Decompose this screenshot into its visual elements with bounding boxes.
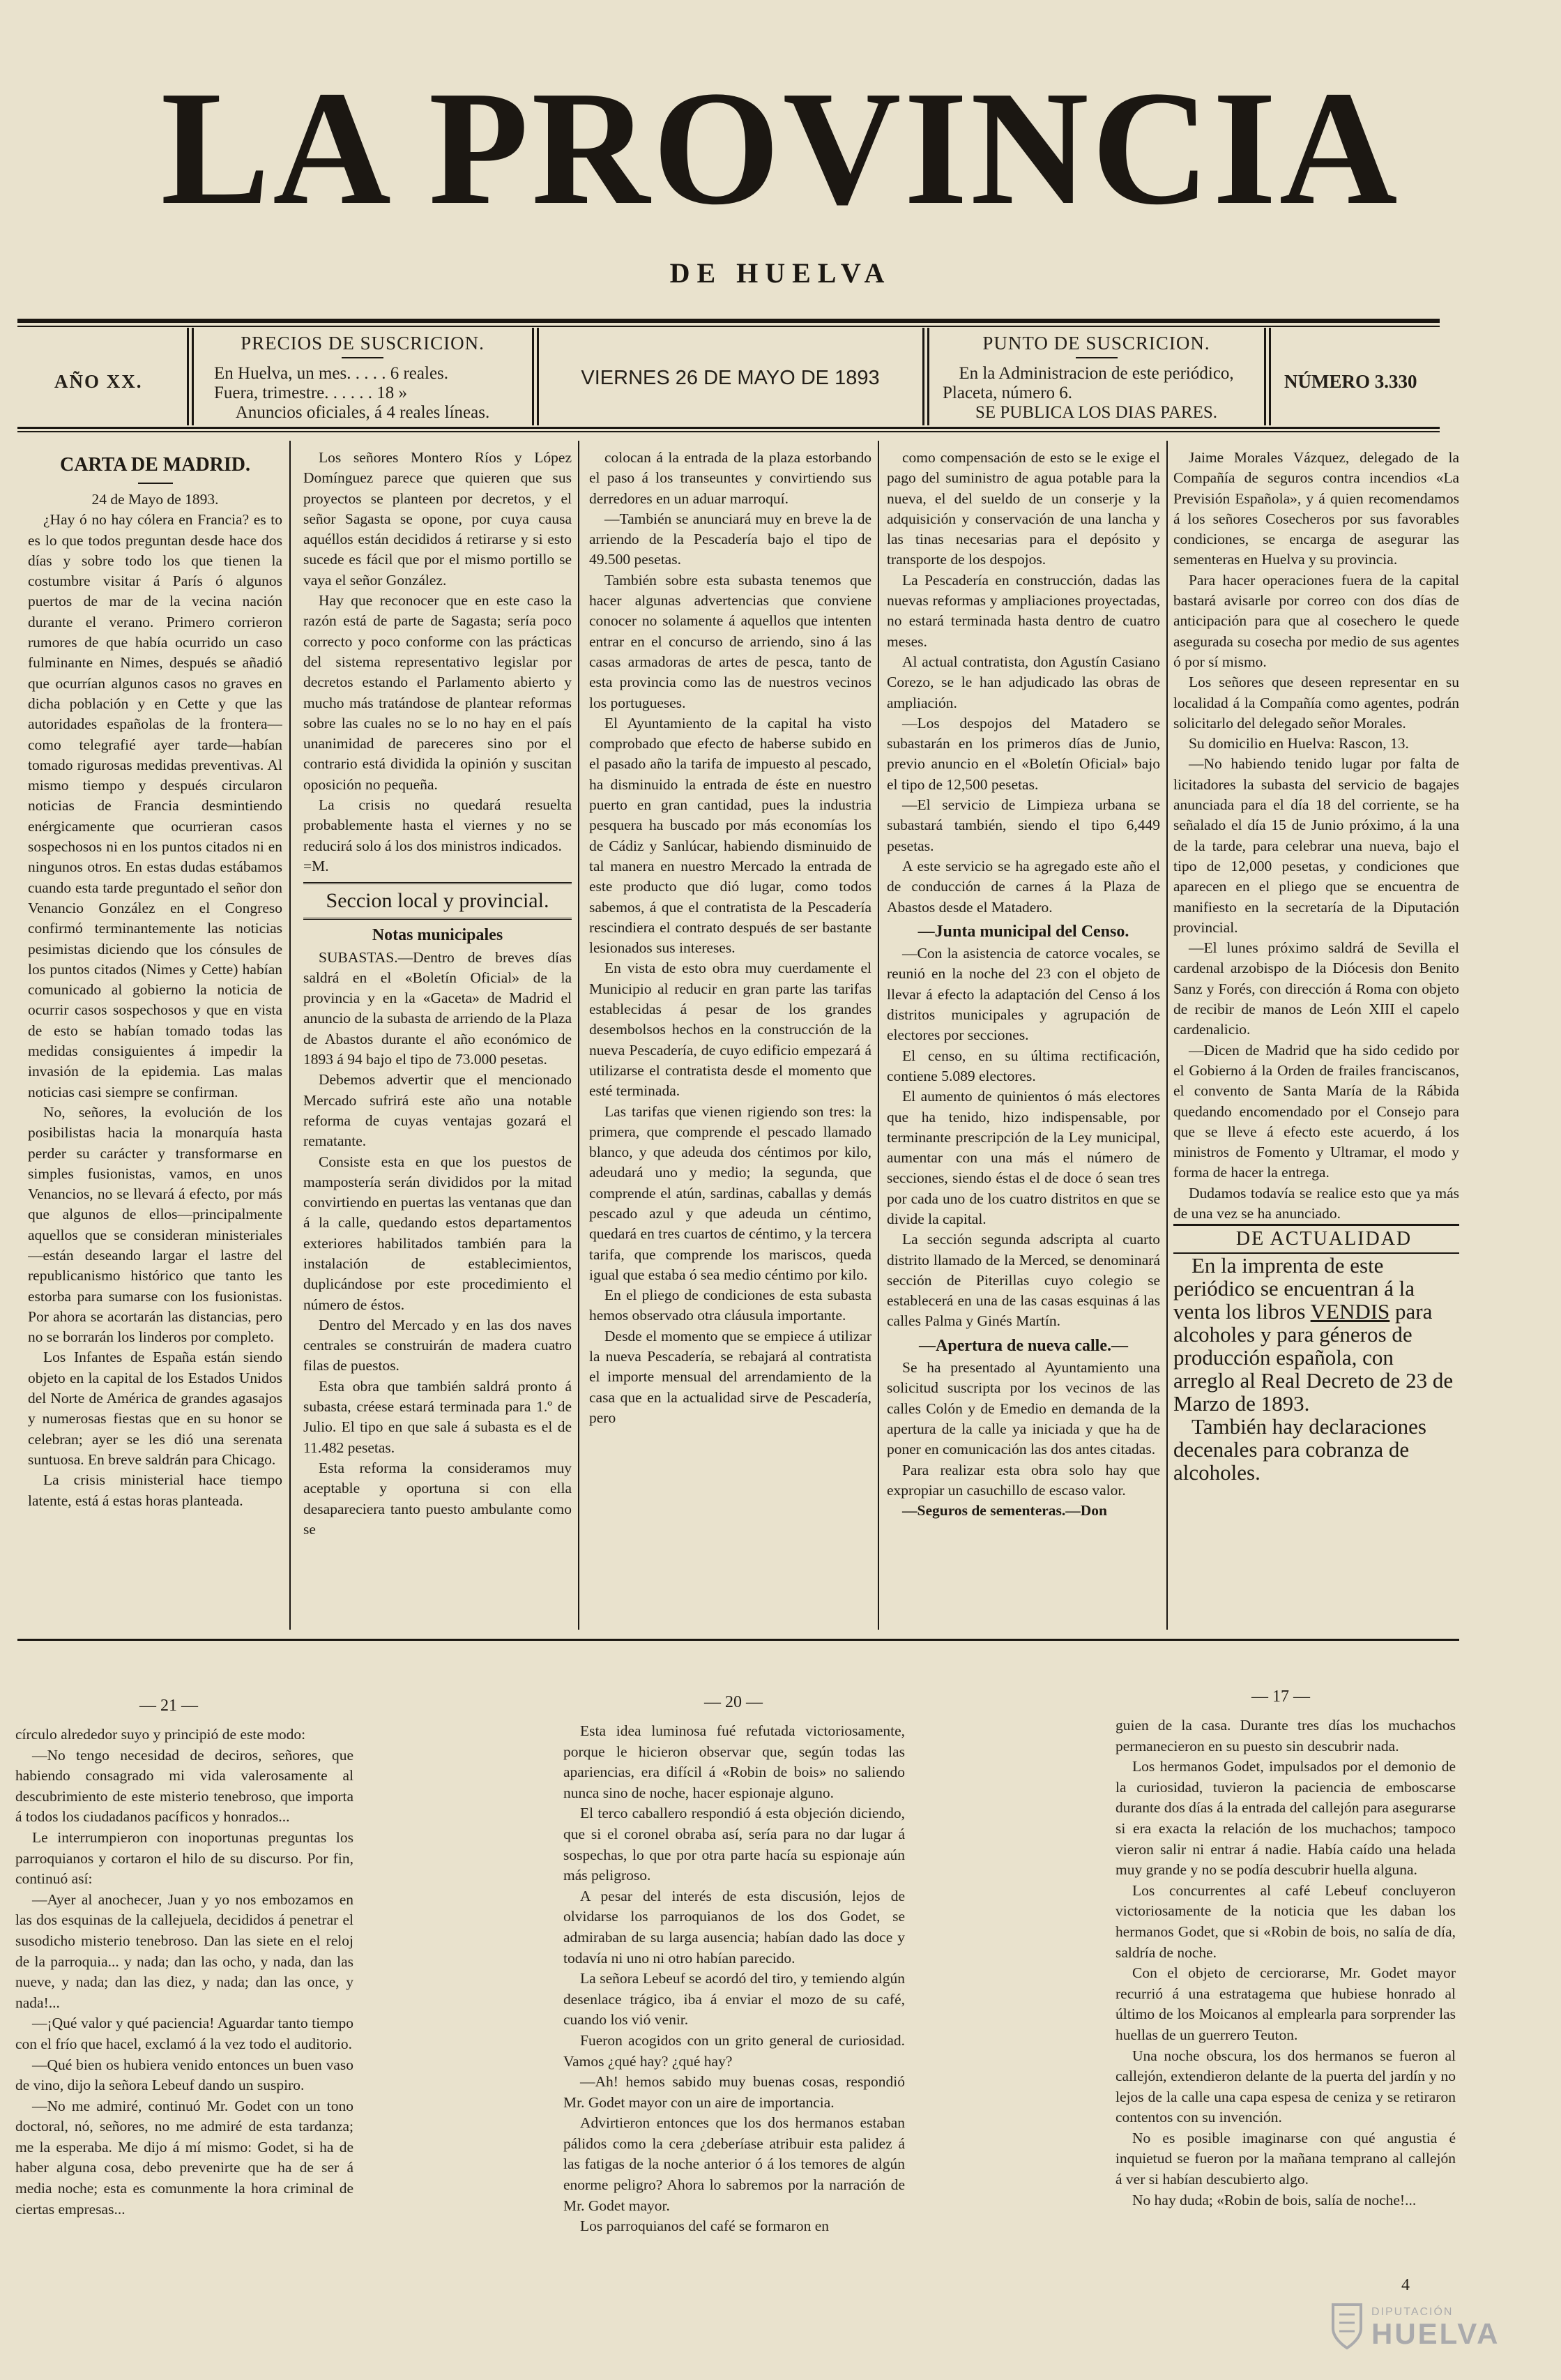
column-separator xyxy=(578,441,579,1630)
info-separator xyxy=(192,328,194,425)
article-column-2 xyxy=(303,448,572,1630)
calle-heading: —Apertura de nueva calle.— xyxy=(919,1336,1128,1355)
info-bar-top-rule-thin xyxy=(17,326,1440,327)
column-separator xyxy=(878,441,879,1630)
actualidad-paragraph: También hay declaraciones decenales para cobranza de alcoholes. xyxy=(1173,1413,1426,1485)
paragraph: El censo, en su última rectificación, contiene 5.089 electores. xyxy=(887,1047,1160,1084)
subscription-title: PRECIOS DE SUSCRICION. xyxy=(241,333,485,354)
subscription-title-rule xyxy=(342,357,383,358)
section-heading: Seccion local y provincial. xyxy=(303,882,572,920)
folletin-page-number: — 17 — xyxy=(1251,1688,1310,1706)
article-column-3 xyxy=(589,448,871,1630)
info-separator xyxy=(922,328,924,425)
paragraph: como compensación de esto se le exige el pago del suministro de agua potable para la nueva, el del sueldo de un conserje y la adquisición y conservación de una lancha y las tinas necesarias para el depósito y transporte de los despojos. xyxy=(887,449,1160,568)
paragraph: Los señores Montero Ríos y López Domínguez parece que quieren que sus proyectos se planteen por decretos, y el señor Sagasta se opone, por cuya causa aquéllos están decididos á retirarse y si esto sucede es fácil que por el mismo portillo se vaya el señor González. xyxy=(303,449,572,589)
watermark-text xyxy=(1371,2306,1500,2349)
point-title-rule xyxy=(1076,357,1118,358)
folletin-column-middle xyxy=(563,1721,905,2286)
actualidad-text: En la imprenta de este periódico se encuentran á la venta los libros xyxy=(1173,1252,1415,1324)
folletin-paragraph: No es posible imaginarse con qué angustia é inquietud se fueron por la mañana temprano al callejón á ver si habían descubierto algo. xyxy=(1115,2129,1456,2188)
folletin-paragraph: Los parroquianos del café se formaron en xyxy=(580,2218,829,2235)
paragraph: La crisis no quedará resuelta probablemente hasta el viernes y no se reducirá solo á los dos ministros indicados. xyxy=(303,796,572,854)
paragraph: Debemos advertir que el mencionado Mercado sufrirá este año una notable reforma de cuyas ventajas gozará el rematante. xyxy=(303,1071,572,1150)
folletin-paragraph: Fueron acogidos con un grito general de curiosidad. Vamos ¿qué hay? ¿qué hay? xyxy=(563,2031,905,2070)
folletin-paragraph: —No me admiré, continuó Mr. Godet con un tono doctoral, nó, señores, no me admiré de esta tardanza; me la esperaba. Me dijo á mí mismo: Godet, si ha de haber alguna cosa, debo prevenirte que ha de ser á media noche; esta es comunmente la hora criminal de ciertas empresas... xyxy=(15,2097,353,2218)
folletin-column-right xyxy=(1115,1715,1456,2266)
censo-heading: —Junta municipal del Censo. xyxy=(917,922,1129,941)
shield-icon xyxy=(1330,2302,1364,2351)
article-column-1 xyxy=(28,448,282,1630)
paragraph: Esta reforma la consideramos muy aceptable y oportuna si con ella desapareciera tanto puesto ambulante como se xyxy=(303,1459,572,1538)
point-title: PUNTO DE SUSCRICION. xyxy=(982,333,1210,354)
info-separator xyxy=(927,328,929,425)
column-separator xyxy=(1166,441,1168,1630)
paragraph: SUBASTAS.—Dentro de breves días saldrá en el «Boletín Oficial» de la provincia y en la «Gaceta» de Madrid el anuncio de la subasta de arriendo de la Plaza de Abastos durante el año económico de 1893 á 94 bajo el tipo de 73.000 pesetas. xyxy=(303,948,572,1068)
paragraph: —No habiendo tenido lugar por falta de licitadores la subasta del servicio de bagajes anunciada para el día 18 del corriente, se ha señalado el día 15 de Junio próximo, á la una de la tarde, para celebrar una nueva, bajo el tipo de 12,000 pesetas, y condiciones que aparecen en el pliego que se encuentra de manifiesto en la secretaría de la Diputación provincial. xyxy=(1173,755,1459,936)
signature: =M. xyxy=(303,857,329,874)
paragraph: Su domicilio en Huelva: Rascon, 13. xyxy=(1189,735,1409,752)
info-separator xyxy=(1269,328,1271,425)
actualidad-text: para alcoholes y para géneros de producción española, con arreglo al Real Decreto de 23 de Marzo de 1893. xyxy=(1173,1298,1454,1416)
paragraph: No, señores, la evolución de los posibilistas hacia la monarquía hasta perder su carácter y transformarse en simples fusionistas, vamos, en unos Venancios, no se llevará á efecto, por más que algunos de ellos—principalmente aquellos que se consideran ministeriales—están deseando largar el lastre del republicanismo histórico que tanto les estorba para sumarse con los fusionistas. Por ahora se acortarán las distancias, pero no se borrarán los linderos por completo. xyxy=(28,1103,282,1346)
seguros-heading: —Seguros de sementeras.—Don xyxy=(902,1502,1108,1519)
paragraph: Se ha presentado al Ayuntamiento una solicitud suscripta por los vecinos de las calles Colón y de Emedio en demanda de la apertura de la calle ya iniciada y que ha de poner en comunicación las dos antes citadas. xyxy=(887,1359,1160,1458)
paragraph: Esta obra que también saldrá pronto á subasta, créese estará terminada para 1.º de Julio. El tipo en que sale á subasta es el de 11.482 pesetas. xyxy=(303,1377,572,1456)
paragraph: El Ayuntamiento de la capital ha visto comprobado que efecto de haberse subido en el pasado año la tarifa de impuesto al pescado, ha disminuido la entrada de éste en nuestro puerto en gran cantidad, pues la industria pesquera ha buscado por más economías los de Cádiz y Sanlúcar, habiendo disminuido de tal manera en nuestro Mercado la entrada de este producto que dió lugar, como todos sabemos, á que el contratista de la Pescadería rescindiera el contrato después de ser bastante lesionados sus intereses. xyxy=(589,714,871,957)
paragraph: La crisis ministerial hace tiempo latente, está á estas horas planteada. xyxy=(28,1471,282,1509)
subscription-prices xyxy=(199,333,526,423)
folletin-page-number: — 21 — xyxy=(139,1697,198,1715)
paragraph: —Con la asistencia de catorce vocales, se reunió en la noche del 23 con el objeto de llevar á efecto la adaptación del Censo á los distritos municipales y agrupación de electores por secciones. xyxy=(887,945,1160,1044)
paragraph: —Dicen de Madrid que ha sido cedido por el Gobierno á la Orden de frailes franciscanos, el convento de Santa María de la Rábida quedando encomendado por el Consejo para que se lleve á efecto este acuerdo, á los ministros de Fomento y Ultramar, el modo y forma de hacer la entrega. xyxy=(1173,1041,1459,1181)
vendis-book-name: VENDIS xyxy=(1310,1298,1390,1324)
paragraph: Las tarifas que vienen rigiendo son tres: la primera, que comprende el pescado llamado blanco, y que adeuda dos céntimos por kilo, adeudará uno y medio; la segunda, que comprende el atún, sardinas, caballas y demás pescado azul y que adeuda un céntimo, quedará en tres cuartos de céntimo, y la tercera tarifa, que comprende los mariscos, queda igual que estaba ó sea medio céntimo por kilo. xyxy=(589,1102,871,1283)
folletin-paragraph: —Ayer al anochecer, Juan y yo nos embozamos en las dos esquinas de la callejuela, decididos á penetrar el susodicho misterio tenebroso. Dan las siete en el reloj de la parroquia... y nada; dan las ocho, y nada, dan las nueve, y nada; dan las diez, y nada; dan las once, y nada!... xyxy=(15,1890,353,2011)
paragraph: Hay que reconocer que en este caso la razón está de parte de Sagasta; sería poco correcto y poco conforme con las prácticas del sistema representativo legislar por decretos estando el Parlamento abierto y mucho más tratándose de plantear reformas sobre las cuales no se lo no hay en el país unanimidad de pareceres sino por el contrario está dividida la opinión y suscitan oposición no pequeña. xyxy=(303,592,572,793)
folletin-paragraph: El terco caballero respondió á esta objeción diciendo, que si el coronel obraba así, sería para no dar lugar á sospechas, lo que por otra parte hacía su espionaje aún más peligroso. xyxy=(563,1805,905,1884)
corner-page-number: 4 xyxy=(1401,2276,1410,2294)
folletin-paragraph: Esta idea luminosa fué refutada victoriosamente, porque le hicieron observar que, según todas las apariencias, era difícil á «Robin de bois» no saliendo nunca sino de noche, hacer espionaje alguno. xyxy=(563,1722,905,1801)
subscription-line: Fuera, trimestre. . . . . . 18 » xyxy=(214,384,408,402)
folletin-paragraph: —¡Qué valor y qué paciencia! Aguardar tanto tiempo con el frío que hacel, exclamó á la vez todo el auditorio. xyxy=(15,2015,353,2052)
folletin-paragraph: —Qué bien os hubiera venido entonces un buen vaso de vino, dijo la señora Lebeuf dando un suspiro. xyxy=(15,2056,353,2094)
folletin-top-rule xyxy=(17,1639,1459,1641)
paragraph: En el pliego de condiciones de esta subasta hemos observado otra cláusula importante. xyxy=(589,1287,871,1324)
subscription-point xyxy=(934,333,1258,423)
article-column-4 xyxy=(887,448,1160,1630)
folletin-paragraph: —No tengo necesidad de deciros, señores, que habiendo consagrado mi vida valerosamente al descubrimiento de este misterio tenebroso, que importa á todos los ciudadanos pacíficos y honrados... xyxy=(15,1746,353,1826)
folletin-paragraph: guien de la casa. Durante tres días los muchachos permanecieron en su puesto sin descubrir nada. xyxy=(1115,1717,1456,1754)
dateline: 24 de Mayo de 1893. xyxy=(91,491,219,508)
watermark-line-2: HUELVA xyxy=(1371,2317,1500,2350)
column-separator xyxy=(289,441,291,1630)
paragraph: También sobre esta subasta tenemos que hacer algunas advertencias que conviene conocer no solamente á aquellos que intenten entrar en el concurso de arriendo, sino á las casas armadoras de artes de pesca, tanto de esta provincia como las de nuestros vecinos los portugueses. xyxy=(589,571,871,711)
paragraph: A este servicio se ha agregado este año el de conducción de carnes á la Plaza de Abastos desde el Matadero. xyxy=(887,857,1160,916)
folletin-page-number: — 20 — xyxy=(704,1693,763,1711)
subscription-line: Anuncios oficiales, á 4 reales líneas. xyxy=(235,403,490,422)
carta-de-madrid-heading: CARTA DE MADRID. xyxy=(59,454,251,476)
folletin-paragraph: Advirtieron entonces que los dos hermanos estaban pálidos como la cera ¿deberíase atribuir esta palidez á las fatigas de la noche anterior ó á los temores de algún enorme peligro? Ahora lo sabremos por la narración de Mr. Godet mayor. xyxy=(563,2114,905,2214)
folletin-paragraph: Los hermanos Godet, impulsados por el demonio de la curiosidad, tuvieron la paciencia de emboscarse durante dos días á la entrada del callejón para asegurarse si era exacta la relación de los muchachos; tampoco vieron salir ni entrar á nadie. Había caído una helada muy grande y no se podía descubrir huella alguna. xyxy=(1115,1758,1456,1879)
paragraph: La Pescadería en construcción, dadas las nuevas reformas y ampliaciones proyectadas, no estará terminada hasta dentro de cuatro meses. xyxy=(887,571,1160,650)
paragraph: Jaime Morales Vázquez, delegado de la Compañía de seguros contra incendios «La Previsión Española», y á quien recomendamos á los señores Cosecheros por sus favorables condiciones, se encarga de asegurar las sementeras en Huelva y su provincia. xyxy=(1173,449,1459,568)
paragraph: ¿Hay ó no hay cólera en Francia? es to es lo que todos preguntan desde hace dos días y sobre todo los que tienen la costumbre visitar á París ó algunos puertos de mar de la vecina nación durante el verano. Primero corrieron rumores de que había ocurrido un caso fulminante en Nimes, después se añadió que ocurrían algunos casos no graves en dicha población y en Cette y que las autoridades españolas de la frontera—como telegrafié ayer tarde—habían tomado rigurosas medidas preventivas. Al mismo tiempo y después circularon noticias de Francia desmintiendo enérgicamente que ocurrieran casos sospechosos ni en los puntos citados ni en ningunos otros. En estas dudas estábamos cuando esta tarde preguntado el señor don Venancio González en el Congreso confirmó terminantemente las noticias pesimistas diciendo que los cónsules de los puntos citados (Nimes y Cette) habían comunicado al gobierno la noticia de ocurrir casos sospechosos y que en vista de esto se habían tomado todas las medidas consiguientes á impedir la invasión de la epidemia. Las malas noticias casi siempre se confirman. xyxy=(28,511,282,1100)
paragraph: El aumento de quinientos ó más electores que ha tenido, hizo indispensable, por terminante prescripción de la Ley municipal, aumentar con una más el número de secciones, siendo éstas el de doce ó sean tres por cada uno de los cuatro distritos en que se divide la capital. xyxy=(887,1088,1160,1227)
paragraph: —El lunes próximo saldrá de Sevilla el cardenal arzobispo de la Diócesis don Benito Sanz y Forés, con dirección á Roma con objeto de recibir de manos de León XIII el capelo cardenalicio. xyxy=(1173,939,1459,1038)
folletin-paragraph: Le interrumpieron con inoportunas preguntas los parroquianos y cortaron el hilo de su discurso. Por fin, continuó así: xyxy=(15,1828,353,1888)
masthead-title: LA PROVINCIA xyxy=(160,57,1401,238)
info-separator xyxy=(1264,328,1266,425)
watermark-line-1: DIPUTACIÓN xyxy=(1371,2306,1454,2318)
paragraph: Desde el momento que se empiece á utilizar la nueva Pescadería, se rebajará al contratista el importe mensual del arrendamiento de la casa que en la actualidad sirve de Pescadería, pero xyxy=(589,1327,871,1426)
year-label: AÑO XX. xyxy=(54,371,143,392)
paragraph: Para realizar esta obra solo hay que expropiar un casuchillo de escaso valor. xyxy=(887,1461,1160,1499)
actualidad-heading: DE ACTUALIDAD xyxy=(1173,1224,1459,1253)
article-column-5 xyxy=(1173,448,1459,1630)
issue-number: NÚMERO 3.330 xyxy=(1284,371,1417,392)
paragraph: Dudamos todavía se realice esto que ya más de una vez se ha anunciado. xyxy=(1173,1184,1459,1222)
paragraph: —El servicio de Limpieza urbana se subastará también, siendo el tipo 6,449 pesetas. xyxy=(887,796,1160,854)
info-separator xyxy=(187,328,189,425)
actualidad-notice xyxy=(1173,1254,1459,1484)
paragraph: —También se anunciará muy en breve la de arriendo de la Pescadería bajo el tipo de 49.500 pesetas. xyxy=(589,510,871,568)
folletin-paragraph: Los concurrentes al café Lebeuf concluyeron victoriosamente de la noticia que les daban los hermanos Godet, que si «Robin de bois, no salía de día, saldría de noche. xyxy=(1115,1881,1456,1961)
folletin-paragraph: La señora Lebeuf se acordó del tiro, y temiendo algún desenlace trágico, iba á enviar el mozo de su café, cuando los vió venir. xyxy=(563,1970,905,2029)
point-line: SE PUBLICA LOS DIAS PARES. xyxy=(975,403,1218,422)
issue-date: VIERNES 26 DE MAYO DE 1893 xyxy=(581,367,880,389)
folletin-paragraph: —Ah! hemos sabido muy buenas cosas, respondió Mr. Godet mayor con un aire de importancia. xyxy=(563,2073,905,2111)
paragraph: Los Infantes de España están siendo objeto en la capital de los Estados Unidos del Norte de América de grandes agasajos y numerosas fiestas que en su honor se celebran; ayer se les dió una serenata suntuosa. En breve saldrán para Chicago. xyxy=(28,1349,282,1468)
folletin-paragraph: círculo alrededor suyo y principió de este modo: xyxy=(15,1726,306,1743)
paragraph: En vista de esto obra muy cuerdamente el Municipio al reducir en gran parte las tarifas establecidas á pesar de los grandes desembolsos hechos en la construcción de la nueva Pescadería, de cuyo edificio empezará á utilizarse el contratista desde el momento que esté terminada. xyxy=(589,960,871,1100)
paragraph: La sección segunda adscripta al cuarto distrito llamado de la Merced, se denominará sección de Piterillas cuyo colegio se establecerá en una de las casas esquinas á las calles Palma y Ginés Martín. xyxy=(887,1231,1160,1330)
info-separator xyxy=(537,328,539,425)
masthead-subtitle: DE HUELVA xyxy=(669,257,892,289)
heading-rule xyxy=(138,483,173,484)
folletin-paragraph: Una noche obscura, los dos hermanos se fueron al callejón, extendieron delante de la puerta del jardín y no lejos de la calle una capa espesa de ceniza y se retiraron contentos con su invención. xyxy=(1115,2047,1456,2126)
point-line: Placeta, número 6. xyxy=(943,384,1073,402)
info-bar-top-rule xyxy=(17,319,1440,323)
folletin-column-left xyxy=(15,1725,353,2282)
paragraph: —Los despojos del Matadero se subastarán en los primeros días de Junio, previo anuncio en el «Boletín Oficial» bajo el tipo de 12,500 pesetas. xyxy=(887,714,1160,793)
archive-watermark-logo xyxy=(1330,2302,1518,2354)
actualidad-paragraph xyxy=(1173,1254,1459,1415)
info-bar-bottom-rule xyxy=(17,427,1440,429)
paragraph: Los señores que deseen representar en su localidad á la Compañía como agentes, podrán solicitarlo del delegado señor Morales. xyxy=(1173,674,1459,732)
paragraph: Dentro del Mercado y en las dos naves centrales se construirán de madera cuatro filas de puestos. xyxy=(303,1316,572,1374)
subsection-heading: Notas municipales xyxy=(372,926,503,945)
info-bar-bottom-rule-thin xyxy=(17,431,1440,432)
folletin-paragraph: No hay duda; «Robin de bois, salía de noche!... xyxy=(1132,2191,1417,2208)
paragraph: Al actual contratista, don Agustín Casiano Corezo, se le han adjudicado las obras de ampliación. xyxy=(887,653,1160,711)
point-line: En la Administracion de este periódico, xyxy=(959,364,1234,383)
paragraph: colocan á la entrada de la plaza estorbando el paso á los transeuntes y convirtiendo sus derredores en un aduar marroquí. xyxy=(589,449,871,507)
paragraph: Para hacer operaciones fuera de la capital bastará avisarle por correo con dos días de anticipación para que al cosechero le quede asegurada su cosecha por medio de sus agentes ó por sí mismo. xyxy=(1173,571,1459,670)
paragraph: Consiste esta en que los puestos de mampostería serán divididos por la mitad convirtiendo en puertas las ventanas que dan á la calle, quedando estos departamentos exteriores habilitados también para la instalación de establecimientos, duplicándose por este procedimiento el número de éstos. xyxy=(303,1153,572,1313)
info-separator xyxy=(532,328,534,425)
folletin-paragraph: A pesar del interés de esta discusión, lejos de olvidarse los parroquianos de los dos Godet, se admiraban de su larga ausencia; habían dado las doce y todavía ni uno ni otro habían parecido. xyxy=(563,1887,905,1966)
folletin-paragraph: Con el objeto de cerciorarse, Mr. Godet mayor recurrió á una estratagema que hubiese honrado al último de los Moicanos al emplearla para sorprender las huellas de un guerrero Teuton. xyxy=(1115,1964,1456,2043)
subscription-line: En Huelva, un mes. . . . . 6 reales. xyxy=(214,364,449,383)
